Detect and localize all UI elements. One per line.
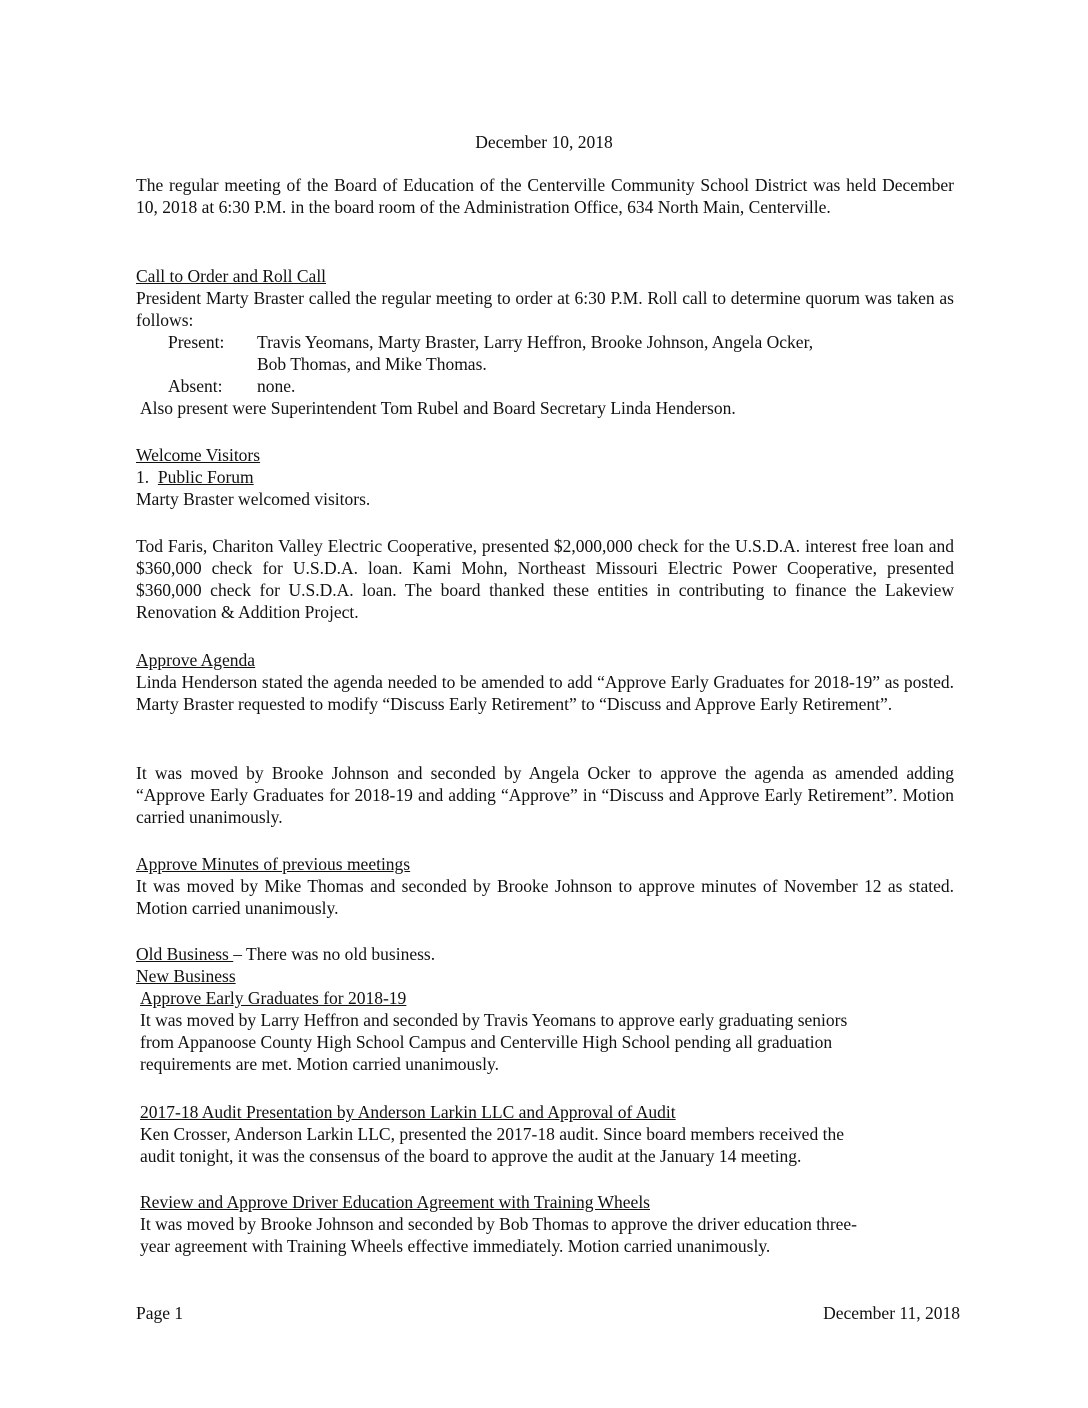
driver-education-item: [136, 1191, 958, 1257]
audit-heading: 2017-18 Audit Presentation by Anderson Larkin LLC and Approval of Audit: [140, 1102, 676, 1122]
absent-label: Absent:: [168, 376, 223, 396]
welcomed-text: Marty Braster welcomed visitors.: [136, 489, 371, 509]
agenda-heading: Approve Agenda: [136, 650, 256, 670]
minutes-section: [136, 853, 954, 919]
roll-call: [136, 331, 954, 397]
present-names-line1: Travis Yeomans, Marty Braster, Larry Heffron, Brooke Johnson, Angela Ocker,: [257, 332, 814, 352]
presentation-paragraph: Tod Faris, Chariton Valley Electric Cooperative, presented $2,000,000 check for the U.S.D.A. interest free loan and $360,000 check for U.S.D.A. loan. Kami Mohn, Northeast Missouri Electric Power Cooperative, presented $360,000 check for U.S.D.A. loan. The board thanked these entities in contributing to finance the Lakeview Renovation & Addition Project.: [136, 536, 954, 622]
old-business-heading: Old Business: [136, 944, 234, 964]
driver-education-line: year agreement with Training Wheels effective immediately. Motion carried unanimously.: [140, 1236, 771, 1256]
old-business-line: [136, 943, 954, 965]
welcome-heading: Welcome Visitors: [136, 445, 261, 465]
audit-item: [136, 1101, 958, 1167]
business-section: [136, 943, 954, 1075]
footer-date: December 11, 2018: [823, 1303, 960, 1323]
minutes-text: It was moved by Mike Thomas and seconded by Brooke Johnson to approve minutes of November 12 as stated. Motion carried unanimously.: [136, 876, 954, 918]
absent-value: none.: [257, 376, 296, 396]
present-label: Present:: [168, 332, 225, 352]
driver-education-heading: Review and Approve Driver Education Agreement with Training Wheels: [140, 1192, 650, 1212]
public-forum-number: 1.: [136, 467, 150, 487]
early-graduates-item: [136, 987, 954, 1075]
call-to-order-section: [136, 265, 954, 419]
driver-education-line: It was moved by Brooke Johnson and seconded by Bob Thomas to approve the driver education three-: [140, 1214, 858, 1234]
early-graduates-line: requirements are met. Motion carried unanimously.: [140, 1054, 499, 1074]
footer-page-number: Page 1: [136, 1303, 184, 1323]
call-to-order-heading: Call to Order and Roll Call: [136, 266, 327, 286]
intro-paragraph: The regular meeting of the Board of Education of the Centerville Community School District was held December 10, 2018 at 6:30 P.M. in the board room of the Administration Office, 634 North Main, Centerville.: [136, 175, 954, 217]
new-business-heading: New Business: [136, 966, 236, 986]
agenda-text-1: Linda Henderson stated the agenda needed to be amended to add “Approve Early Graduates for 2018-19” as posted. Marty Braster requested to modify “Discuss Early Retirement” to “Discuss and Approve Early Retirement”.: [136, 672, 954, 714]
agenda-motion: It was moved by Brooke Johnson and seconded by Angela Ocker to approve the agenda as amended adding “Approve Early Graduates for 2018-19 and adding “Approve” in “Discuss and Approve Early Retirement”. Motion carried unanimously.: [136, 763, 954, 827]
early-graduates-line: from Appanoose County High School Campus and Centerville High School pending all graduation: [140, 1032, 833, 1052]
audit-line: audit tonight, it was the consensus of the board to approve the audit at the January 14 meeting.: [140, 1146, 802, 1166]
early-graduates-heading: Approve Early Graduates for 2018-19: [140, 988, 407, 1008]
public-forum-item: [136, 466, 954, 488]
meeting-date-heading: December 10, 2018: [475, 132, 613, 152]
public-forum-heading: Public Forum: [157, 467, 254, 487]
welcome-section: [136, 444, 954, 510]
audit-line: Ken Crosser, Anderson Larkin LLC, presented the 2017-18 audit. Since board members received the: [140, 1124, 844, 1144]
old-business-text: – There was no old business.: [233, 944, 436, 964]
agenda-section: [136, 649, 954, 715]
early-graduates-line: It was moved by Larry Heffron and seconded by Travis Yeomans to approve early graduating seniors: [140, 1010, 848, 1030]
present-names-line2: Bob Thomas, and Mike Thomas.: [257, 354, 487, 374]
call-to-order-text: President Marty Braster called the regular meeting to order at 6:30 P.M. Roll call to determine quorum was taken as follows:: [136, 288, 954, 330]
also-present-text: Also present were Superintendent Tom Rubel and Board Secretary Linda Henderson.: [140, 398, 736, 418]
minutes-heading: Approve Minutes of previous meetings: [136, 854, 411, 874]
